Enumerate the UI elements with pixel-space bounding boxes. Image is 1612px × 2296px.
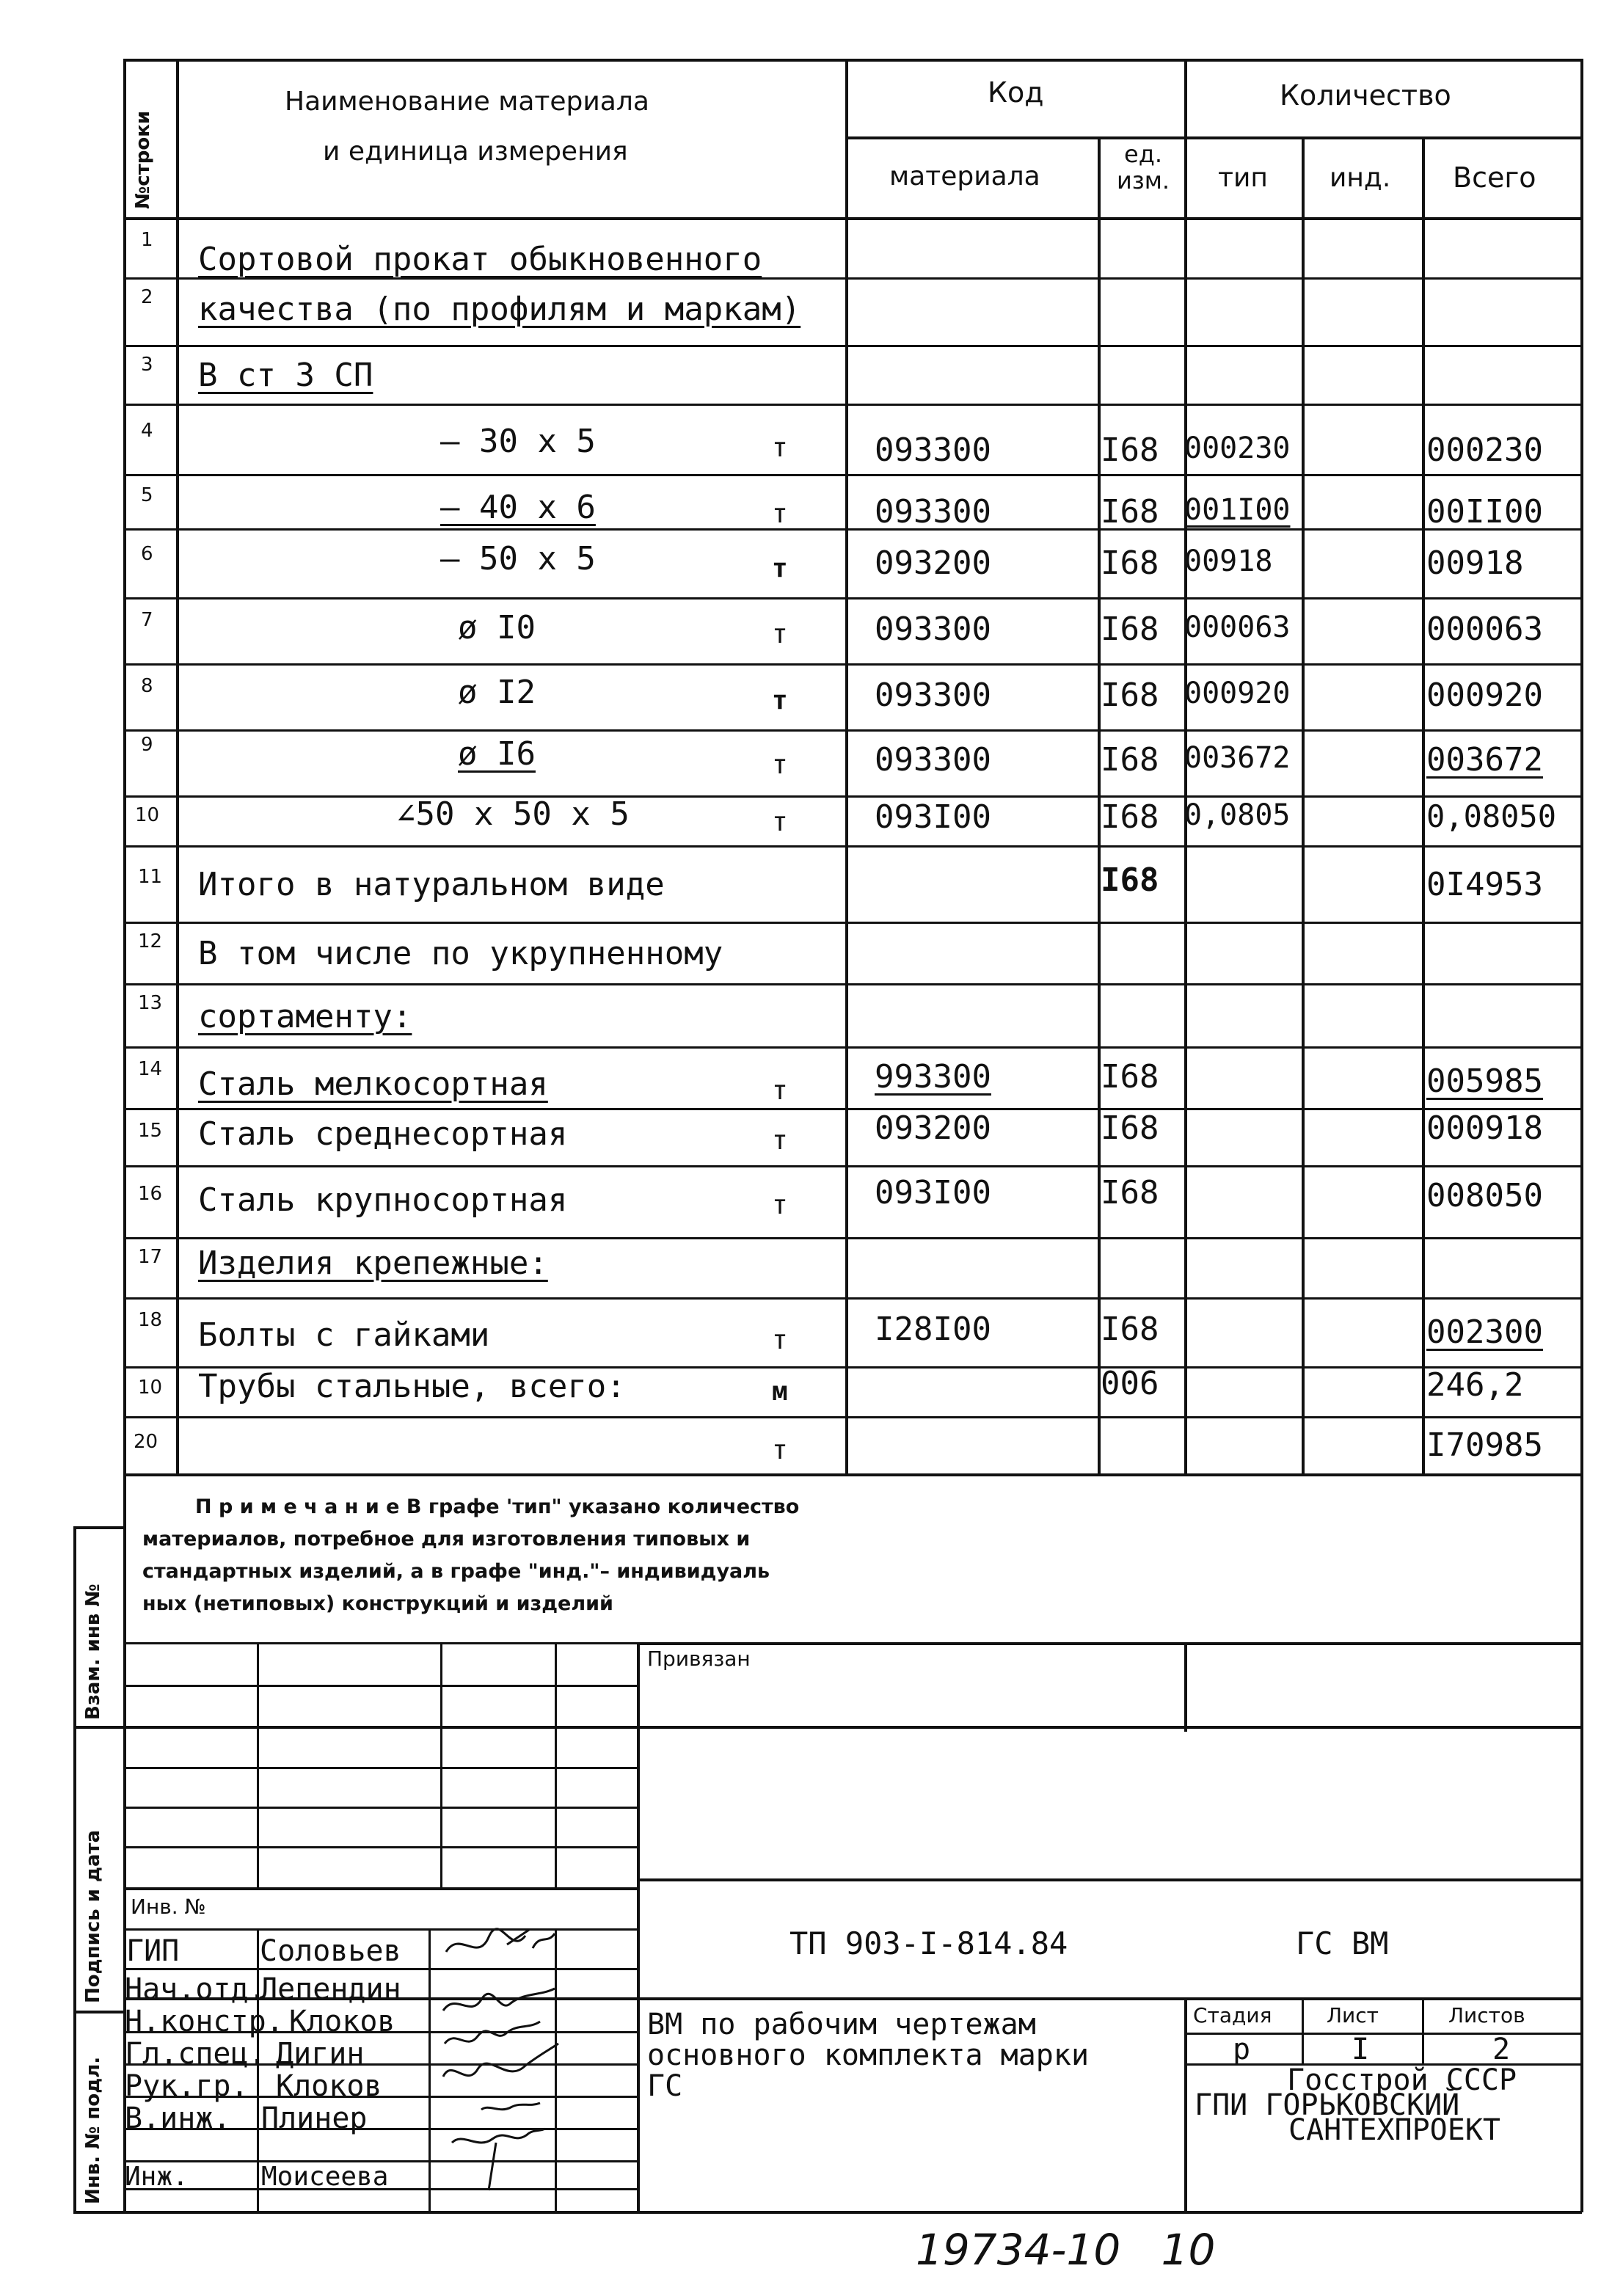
row-u: I68	[1101, 431, 1159, 469]
code-header: Код	[988, 76, 1044, 109]
ind-subheader: инд.	[1330, 163, 1391, 193]
role-gip: ГИП	[126, 1934, 180, 1968]
row-unit: т	[772, 1076, 788, 1106]
row-u: I68	[1101, 1109, 1159, 1147]
row-unit: т	[772, 499, 788, 529]
row-total: 002300	[1426, 1313, 1543, 1351]
row-unit: т	[772, 619, 788, 649]
row-total: 000920	[1426, 677, 1543, 714]
row-number: 10	[138, 1377, 163, 1399]
row-u: I68	[1101, 798, 1159, 836]
name-v-inzh: Плинер	[261, 2102, 368, 2135]
stadia-value: р	[1233, 2033, 1251, 2066]
tip-subheader: тип	[1218, 163, 1268, 193]
org-line: САНТЕХПРОЕКТ	[1288, 2113, 1500, 2147]
row-code: 093I00	[875, 798, 991, 836]
list-value: I	[1352, 2033, 1370, 2066]
role-nach-otd: Нач.отд.	[125, 1972, 266, 2006]
title-line: ВМ по рабочим чертежам	[647, 2008, 1036, 2041]
row-total: 003672	[1426, 741, 1543, 779]
row-number: 9	[141, 734, 153, 756]
role-gl-spec: Гл.спец.	[125, 2037, 266, 2071]
row-name: Сталь крупносортная	[198, 1181, 568, 1219]
quantity-header: Количество	[1280, 79, 1451, 112]
row-name: В том числе по укрупненному	[198, 935, 723, 972]
org-line: ГПИ ГОРЬКОВСКИЙ	[1195, 2088, 1460, 2122]
row-name: Трубы стальные, всего:	[198, 1368, 626, 1405]
row-number: 16	[138, 1183, 163, 1205]
row-code: 993300	[875, 1058, 991, 1096]
row-total: 005985	[1426, 1063, 1543, 1100]
row-number: 18	[138, 1309, 163, 1331]
row-name: Изделия крепежные:	[198, 1244, 548, 1282]
name-inzh: Моисеева	[261, 2162, 389, 2192]
row-name: Сталь среднесортная	[198, 1115, 568, 1153]
note-line: материалов, потребное для изготовления типовых и	[142, 1528, 751, 1550]
privyazan-label: Привязан	[647, 1647, 751, 1671]
row-code: 093300	[875, 741, 991, 779]
row-total: 0I4953	[1426, 866, 1543, 903]
role-inzh: Инж.	[125, 2162, 189, 2192]
row-number: 2	[141, 286, 153, 308]
row-number: 15	[138, 1120, 163, 1142]
row-total: 00918	[1426, 544, 1524, 582]
footer-number: 19734-10 10	[916, 2225, 1216, 2275]
document-code: ТП 903-I-814.84	[789, 1925, 1068, 1961]
unit-subheader: ед. изм.	[1116, 140, 1170, 194]
row-total: 000230	[1426, 431, 1543, 469]
row-unit: т	[772, 1435, 788, 1465]
row-number: 17	[138, 1246, 163, 1268]
side-label-inv: Инв. № подл.	[82, 2056, 104, 2204]
signatures	[437, 1923, 562, 2216]
row-u: I68	[1101, 741, 1159, 779]
row-number: 3	[141, 354, 153, 376]
row-number: 20	[134, 1431, 158, 1453]
row-number: 13	[138, 992, 163, 1014]
row-unit: т	[772, 807, 788, 837]
row-name: Болты с гайками	[198, 1316, 490, 1354]
row-tip: 003672	[1184, 741, 1291, 775]
side-label-podpis: Подпись и дата	[82, 1829, 104, 2003]
row-number: 7	[141, 609, 153, 631]
row-total: 246,2	[1426, 1366, 1524, 1404]
row-name: – 50 x 5	[440, 540, 596, 577]
org-line: Госстрой СССР	[1287, 2063, 1517, 2097]
row-u: I68	[1101, 677, 1159, 714]
row-name: ø I2	[458, 674, 536, 711]
row-u: 006	[1101, 1365, 1159, 1402]
title-line: ГС	[647, 2069, 683, 2103]
row-code: 093300	[875, 611, 991, 648]
row-total: I70985	[1426, 1426, 1543, 1464]
row-tip: 000920	[1184, 677, 1291, 710]
row-name: ø I0	[458, 609, 536, 646]
row-name: ∠50 x 50 x 5	[396, 795, 630, 833]
row-name: – 30 x 5	[440, 423, 596, 460]
row-u: I68	[1101, 1174, 1159, 1211]
side-label-vzam: Взам. инв №	[82, 1583, 104, 1720]
row-total: 00II00	[1426, 493, 1543, 531]
name-header-line2: и единица измерения	[323, 136, 628, 167]
row-number: 8	[141, 675, 153, 697]
row-name: – 40 x 6	[440, 489, 596, 526]
note-line: П р и м е ч а н и е В графе 'тип" указано количество	[195, 1495, 800, 1518]
row-name: ø I6	[458, 735, 536, 773]
row-u: I68	[1101, 611, 1159, 648]
row-name: В ст 3 СП	[198, 357, 373, 394]
row-number: 6	[141, 543, 153, 565]
role-ruk-gr: Рук.гр.	[125, 2069, 249, 2103]
row-code: 093I00	[875, 1174, 991, 1211]
listov-label: Листов	[1448, 2003, 1525, 2027]
name-gl-spec: Дигин	[276, 2037, 365, 2071]
row-tip: 00918	[1184, 544, 1273, 578]
row-number-header: №строки	[132, 110, 154, 209]
row-name: качества (по профилям и маркам)	[198, 291, 801, 328]
row-u: I68	[1101, 493, 1159, 531]
name-nach-otd: Лепендин	[260, 1972, 401, 2006]
row-u: I68	[1101, 1311, 1159, 1348]
name-gip: Соловьев	[260, 1934, 401, 1968]
list-label: Лист	[1327, 2003, 1379, 2027]
row-total: 008050	[1426, 1177, 1543, 1214]
listov-value: 2	[1492, 2033, 1511, 2066]
row-unit: т	[772, 553, 788, 583]
row-number: 1	[141, 229, 153, 251]
row-code: 093200	[875, 544, 991, 582]
row-u: I68	[1101, 544, 1159, 582]
row-tip: 000230	[1184, 431, 1291, 465]
row-number: 12	[138, 930, 163, 952]
name-n-konstr: Клоков	[289, 2005, 395, 2038]
total-subheader: Всего	[1453, 161, 1536, 194]
row-number: 10	[135, 804, 160, 826]
row-name: Итого в натуральном виде	[198, 866, 665, 903]
row-unit: т	[772, 1126, 788, 1156]
inv-no-label: Инв. №	[131, 1895, 206, 1919]
row-total: 0,08050	[1426, 798, 1557, 834]
row-total: 000063	[1426, 611, 1543, 648]
row-tip: 001I00	[1184, 493, 1291, 527]
role-n-konstr: Н.констр.	[125, 2005, 284, 2038]
row-unit: т	[772, 1325, 788, 1355]
row-number: 5	[141, 484, 153, 506]
row-code: 093300	[875, 677, 991, 714]
row-unit: м	[772, 1377, 788, 1407]
row-tip: 0,0805	[1184, 798, 1291, 832]
row-code: 093200	[875, 1109, 991, 1147]
row-total: 000918	[1426, 1109, 1543, 1147]
row-u: I68	[1101, 1058, 1159, 1096]
row-unit: т	[772, 433, 788, 463]
row-code: I28I00	[875, 1311, 991, 1348]
row-u: I68	[1101, 861, 1159, 899]
note-line: ных (нетиповых) конструкций и изделий	[142, 1592, 613, 1615]
row-name: Сталь мелкосортная	[198, 1065, 548, 1103]
row-code: 093300	[875, 431, 991, 469]
row-name: Сортовой прокат обыкновенного	[198, 241, 762, 278]
role-v-inzh: В.инж.	[125, 2102, 231, 2135]
row-unit: т	[772, 685, 788, 715]
name-ruk-gr: Клоков	[276, 2069, 382, 2103]
note-line: стандартных изделий, а в графе "инд."– индивидуаль	[142, 1560, 770, 1583]
name-header-line1: Наименование материала	[285, 87, 649, 117]
stadia-label: Стадия	[1193, 2003, 1272, 2027]
document-mark: ГС ВМ	[1296, 1925, 1389, 1961]
row-tip: 000063	[1184, 611, 1291, 644]
row-code: 093300	[875, 493, 991, 531]
material-subheader: материала	[889, 161, 1040, 192]
row-name: сортаменту:	[198, 998, 412, 1035]
row-number: 11	[138, 866, 163, 888]
row-unit: т	[772, 1190, 788, 1220]
row-number: 14	[138, 1058, 163, 1080]
row-unit: т	[772, 750, 788, 780]
row-number: 4	[141, 420, 153, 442]
title-line: основного комплекта марки	[647, 2038, 1090, 2072]
